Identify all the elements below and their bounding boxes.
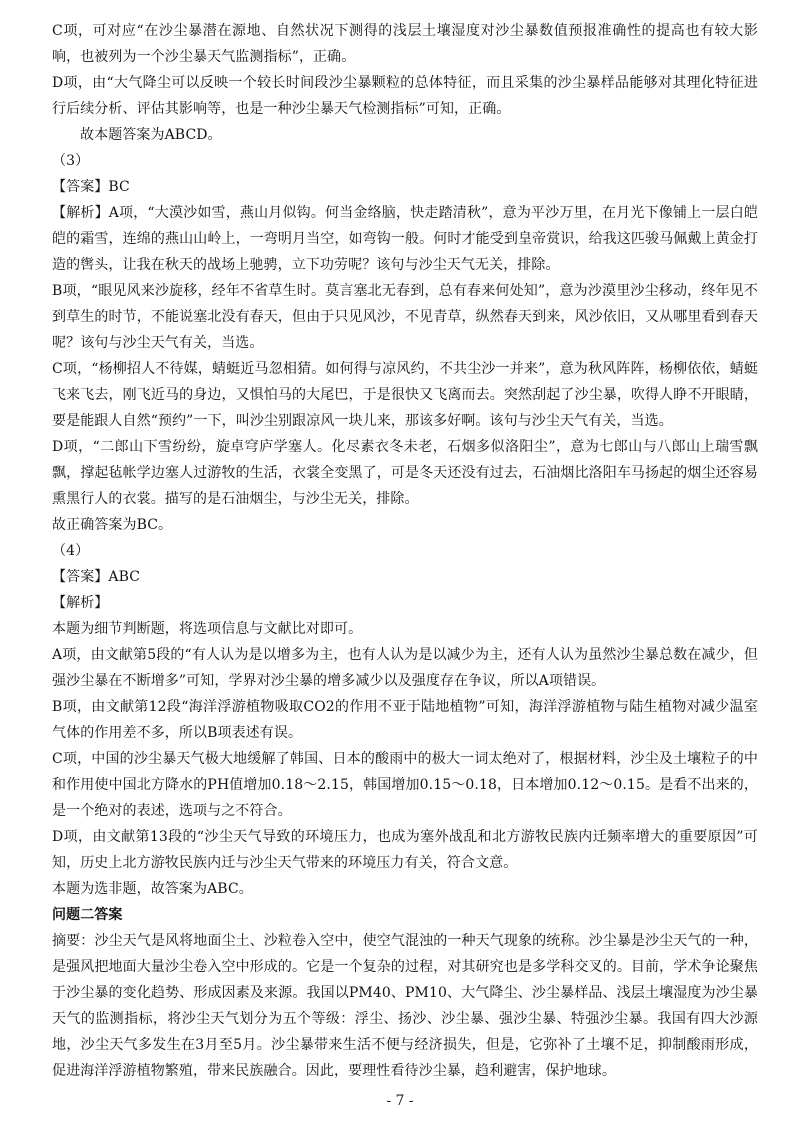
answer-line: 【答案】BC [52, 179, 130, 195]
paragraph: D项，由文献第13段的“沙尘天气导致的环境压力，也成为塞外战乱和北方游牧民族内迁频率增大的重要原因”可知，历史上北方游牧民族内迁与沙尘天气带来的环境压力有关，符合文意。 [52, 829, 758, 871]
paragraph: B项，“眼见风来沙旋移，经年不省草生时。莫言塞北无春到，总有春来何处知”，意为沙漠里沙尘移动，终年见不到草生的时节，不能说塞北没有春天，但由于只见风沙，不见青草，纵然春天到来，风沙依旧，又从哪里看到春天呢？该句与沙尘天气有关，当选。 [52, 283, 758, 351]
paragraph: D项，由“大气降尘可以反映一个较长时间段沙尘暴颗粒的总体特征，而且采集的沙尘暴样品能够对其理化特征进行后续分析、评估其影响等，也是一种沙尘暴天气检测指标”可知，正确。 [52, 75, 758, 117]
paragraph: B项，由文献第12段“海洋浮游植物吸取CO2的作用不亚于陆地植物”可知，海洋浮游植物与陆生植物对减少温室气体的作用差不多，所以B项表述有误。 [52, 699, 758, 741]
answer-line: 【答案】ABC [52, 569, 141, 585]
paragraph: C项，可对应“在沙尘暴潜在源地、自然状况下测得的浅层土壤湿度对沙尘暴数值预报准确性的提高也有较大影响，也被列为一个沙尘暴天气监测指标”，正确。 [52, 23, 758, 65]
paragraph: 本题为选非题，故答案为ABC。 [52, 881, 253, 897]
question-number: （4） [52, 543, 90, 559]
document-body [52, 18, 758, 1084]
paragraph: 故正确答案为BC。 [52, 517, 173, 533]
page-number: - 7 - [386, 1093, 414, 1109]
paragraph: C项，“杨柳招人不待媒，蜻蜓近马忽相猜。如何得与凉风约，不共尘沙一并来”，意为秋风阵阵，杨柳依依，蜻蜓飞来飞去，刚飞近马的身边，又惧怕马的大尾巴，于是很快又飞离而去。突然刮起了沙尘暴，吹得人睁不开眼睛，要是能跟人自然“预约”一下，叫沙尘别跟凉风一块儿来，那该多好啊。该句与沙尘天气有关，当选。 [52, 361, 758, 429]
paragraph: 本题为细节判断题，将选项信息与文献比对即可。 [52, 621, 363, 637]
section-heading: 问题二答案 [52, 907, 123, 923]
paragraph: C项，中国的沙尘暴天气极大地缓解了韩国、日本的酸雨中的极大一词太绝对了，根据材料，沙尘及土壤粒子的中和作用使中国北方降水的PH值增加0.18～2.15，韩国增加0.15～0.18，日本增加0.12～0.15。是看不出来的，是一个绝对的表述，选项与之不符合。 [52, 751, 758, 819]
analysis-paragraph: 【解析】A项，“大漠沙如雪，燕山月似钩。何当金络脑，快走踏清秋”，意为平沙万里，在月光下像铺上一层白皑皑的霜雪，连绵的燕山山岭上，一弯明月当空，如弯钩一般。何时才能受到皇帝赏识，给我这匹骏马佩戴上黄金打造的辔头，让我在秋天的战场上驰骋，立下功劳呢？该句与沙尘天气无关，排除。 [52, 205, 758, 273]
summary-paragraph: 摘要：沙尘天气是风将地面尘土、沙粒卷入空中，使空气混浊的一种天气现象的统称。沙尘暴是沙尘天气的一种，是强风把地面大量沙尘卷入空中形成的。它是一个复杂的过程，对其研究也是多学科交叉的。目前，学术争论聚焦于沙尘暴的变化趋势、形成因素及来源。我国以PM40、PM10、大气降尘、沙尘暴样品、浅层土壤湿度为沙尘暴天气的监测指标，将沙尘天气划分为五个等级：浮尘、扬沙、沙尘暴、强沙尘暴、特强沙尘暴。我国有四大沙源地，沙尘天气多发生在3月至5月。沙尘暴带来生活不便与经济损失，但是，它弥补了土壤不足，抑制酸雨形成，促进海洋浮游植物繁殖，带来民族融合。因此，要理性看待沙尘暴，趋利避害，保护地球。 [52, 933, 758, 1079]
analysis-heading: 【解析】 [52, 595, 109, 611]
question-number: （3） [52, 153, 90, 169]
paragraph: A项，由文献第5段的“有人认为是以增多为主，也有人认为是以减少为主，还有人认为虽然沙尘暴总数在减少，但强沙尘暴在不断增多”可知，学界对沙尘暴的增多减少以及强度存在争议，所以A项错误。 [52, 647, 758, 689]
paragraph: 故本题答案为ABCD。 [80, 127, 222, 143]
paragraph: D项，“二郎山下雪纷纷，旋卓穹庐学塞人。化尽素衣冬未老，石烟多似洛阳尘”，意为七郎山与八郎山上瑞雪飘飘，撑起毡帐学边塞人过游牧的生活，衣裳全变黑了，可是冬天还没有过去，石油烟比洛阳车马扬起的烟尘还容易熏黑行人的衣裳。描写的是石油烟尘，与沙尘无关，排除。 [52, 439, 758, 507]
